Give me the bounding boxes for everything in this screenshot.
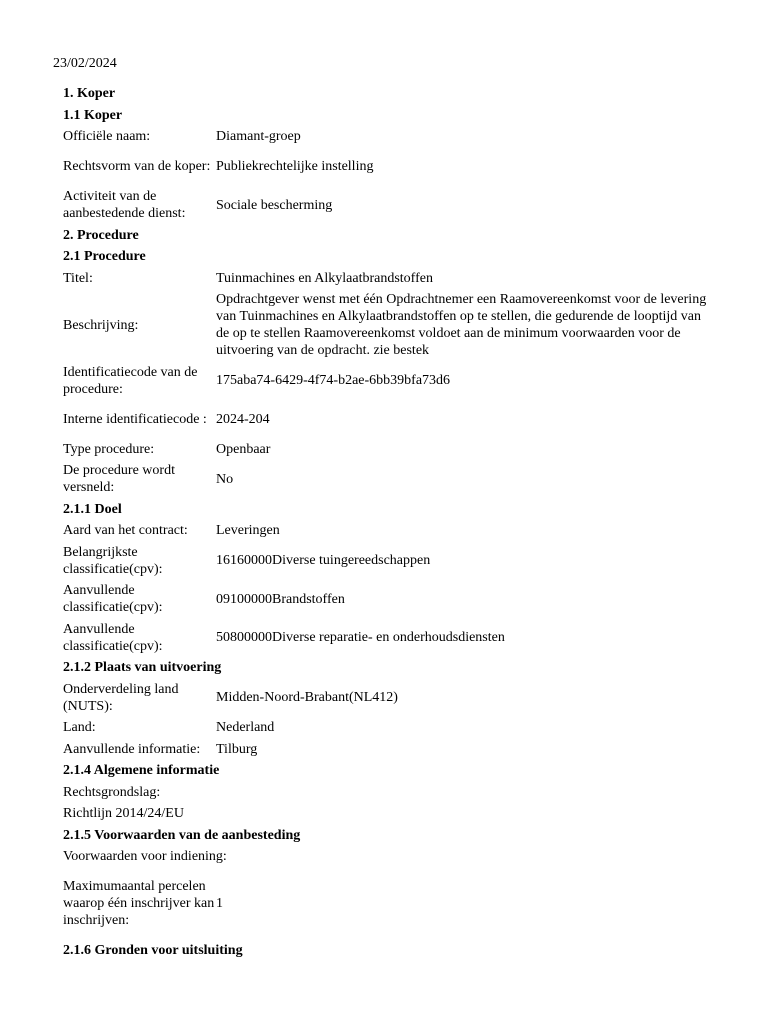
field-value: 2024-204 [216,411,270,427]
field-value: 50800000Diverse reparatie- en onderhoudsdiensten [216,630,505,646]
field-value: Tuinmachines en Alkylaatbrandstoffen [216,270,433,286]
subsection-heading-doel: 2.1.1 Doel [63,501,122,517]
subsection-heading-voorwaarden: 2.1.5 Voorwaarden van de aanbesteding [63,827,301,843]
field-procedure-type [63,439,713,461]
field-label: Onderverdeling land (NUTS): [63,681,179,714]
field-value: Diamant-groep [216,129,301,145]
field-label: Rechtsvorm van de koper: [63,159,211,175]
field-label: Identificatiecode van de procedure: [63,364,198,397]
field-value: 175aba74-6429-4f74-b2ae-6bb39bfa73d6 [216,373,451,389]
field-label: Aanvullende informatie: [63,741,201,757]
field-main-cpv [63,542,713,581]
field-internal-id [63,400,713,439]
field-country [63,717,713,739]
legal-basis-value: Richtlijn 2014/24/EU [63,806,184,822]
field-value: Midden-Noord-Brabant(NL412) [216,690,398,706]
field-value: Publiekrechtelijke instelling [216,159,374,175]
field-title [63,268,713,290]
field-label: Maximumaantal percelen waarop één inschrijver kan inschrijven: [63,879,215,928]
field-label: Activiteit van de aanbestedende dienst: [63,189,186,222]
field-label: Land: [63,720,96,736]
field-value: Tilburg [216,741,258,757]
field-nuts [63,679,713,718]
field-value: No [216,471,234,487]
field-label: Titel: [63,270,93,286]
field-procedure-id [63,362,713,401]
field-value: 16160000Diverse tuingereedschappen [216,553,431,569]
field-legal-form [63,148,713,187]
field-activity [63,186,713,225]
field-label: Beschrijving: [63,317,139,333]
field-label: Officiële naam: [63,129,151,145]
subsection-heading-algemeen: 2.1.4 Algemene informatie [63,763,220,779]
subsection-heading-procedure: 2.1 Procedure [63,249,146,265]
field-extra-info [63,739,713,761]
field-value: Leveringen [216,523,280,539]
section-heading-procedure: 2. Procedure [63,227,139,243]
field-max-lots [63,868,713,940]
field-value: 09100000Brandstoffen [216,591,345,607]
field-label: Aanvullende classificatie(cpv): [63,583,163,616]
field-value: 1 [216,896,223,911]
legal-basis-label: Rechtsgrondslag: [63,784,161,800]
field-value: Opdrachtgever wenst met één Opdrachtnemer een Raamovereenkomst voor de levering van Tuinmachines en Alkylaatbrandstoffen op te stellen, die gedurende de looptijd van de op te stellen Raamovereenkomst voldoet aan de minimum voorwaarden voor de uitvoering van de opdracht. zie bestek [216,292,707,359]
field-label: Aard van het contract: [63,523,188,539]
field-label: Belangrijkste classificatie(cpv): [63,544,163,577]
field-value: Nederland [216,720,275,736]
section-heading-koper: 1. Koper [63,86,116,102]
document-date: 23/02/2024 [53,56,117,71]
field-label: Type procedure: [63,441,155,457]
field-label: Interne identificatiecode : [63,411,207,427]
field-description [63,289,713,362]
field-contract-type [63,520,713,542]
field-accelerated [63,460,713,499]
field-official-name [63,126,713,148]
field-extra-cpv-2 [63,619,713,658]
field-label: Aanvullende classificatie(cpv): [63,621,163,654]
subsection-heading-uitsluiting: 2.1.6 Gronden voor uitsluiting [63,942,243,958]
submission-conditions-label: Voorwaarden voor indiening: [63,849,227,865]
field-extra-cpv-1 [63,580,713,619]
subsection-heading-plaats: 2.1.2 Plaats van uitvoering [63,660,222,676]
field-value: Sociale bescherming [216,197,333,213]
notice-content [63,83,713,961]
field-value: Openbaar [216,441,271,457]
subsection-heading-koper: 1.1 Koper [63,107,123,123]
field-label: De procedure wordt versneld: [63,463,175,496]
